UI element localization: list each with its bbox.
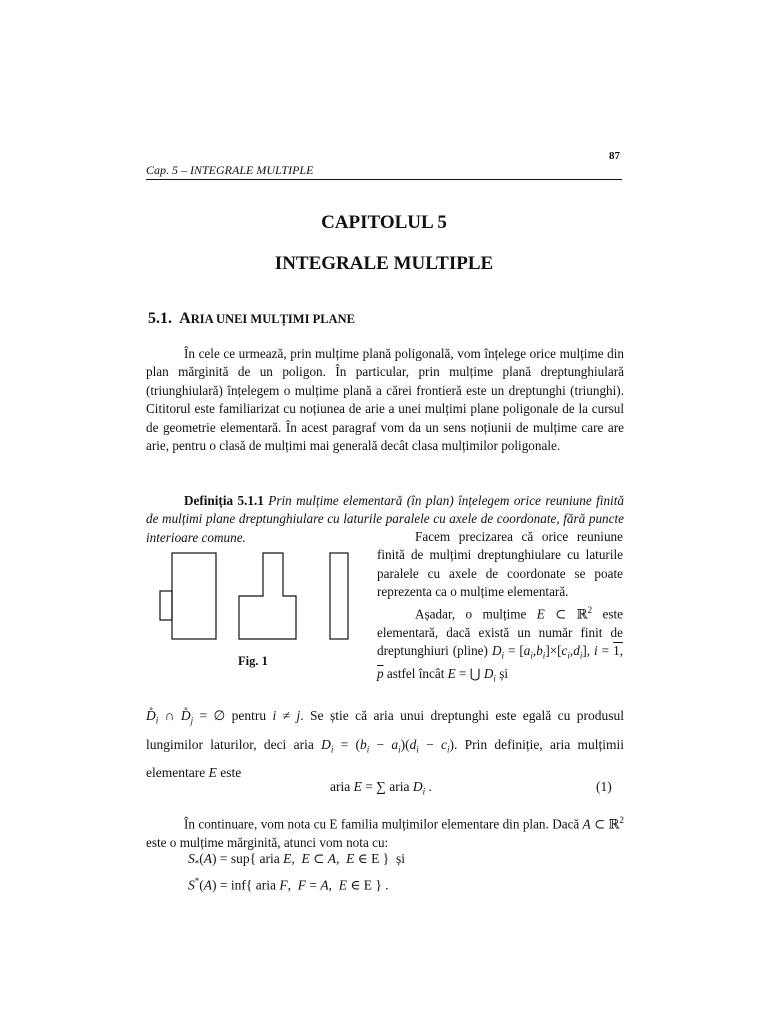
lower-area-formula: $S_*(A) = sup${ aria E, E ⊂ A, E ∈ Ε } și [188, 851, 406, 869]
chapter-label: CAPITOLUL 5 [321, 212, 447, 233]
fig1-shape-b [239, 553, 296, 639]
right-col-paragraph-2: Așadar, o mulțime E ⊂ ℝ$^2$ este elementară, dacă există un număr finit de dreptunghiuri (pline) $D_i = [a_i,b_i]\times[c_i,d_i]$, i = 1, p astfel încât E = ⋃ $D_i$ și [377, 605, 624, 684]
section-title-rest: RIA UNEI MULȚIMI PLANE [190, 312, 355, 326]
upper-area-formula: S*(A) = inf{ aria F, F = A, E ∈ Ε } . [188, 876, 389, 893]
definition-text: Prin mulțime elementară (în plan) înțelegem orice reuniune finită de mulțimi plane dreptunghiulare cu laturile paralele cu axele de coordonate, fără puncte interioare comune. [146, 493, 624, 545]
definition-label: Definiția 5.1.1 [184, 493, 264, 508]
equation-number-1: (1) [596, 779, 612, 794]
right-column-text [377, 528, 623, 688]
fig1-shape-a-main [172, 553, 216, 639]
running-header: Cap. 5 – INTEGRALE MULTIPLE [146, 163, 314, 177]
page-number: 87 [609, 150, 620, 162]
fig1-shape-c [330, 553, 348, 639]
header-rule [146, 179, 622, 180]
figure-caption: Fig. 1 [238, 654, 268, 668]
section-number: 5.1. [148, 310, 172, 327]
right-col-paragraph-1: Facem precizarea că orice reuniune finită de mulțimi dreptunghiulare cu laturile paralele cu axele de coordonate se poate reprezenta ca o mulțime elementară. [377, 529, 623, 599]
section-title-initial: A [179, 310, 191, 327]
paragraph-intro: În cele ce urmează, prin mulțime plană poligonală, vom înțelege orice mulțime din plan mărginită de un poligon. În particular, prin mulțime plană dreptunghiulară (triunghiulară) înțelegem o mulțime plană a cărei frontieră este un dreptunghi (triunghi). Cititorul este familiarizat cu noțiunea de arie a unei mulțimi plane poligonale de la cursul de geometrie elementară. În acest paragraf vom da un sens noțiunii de mulțime care are arie, pentru o clasă de mulțimi mai generală decât clasa mulțimilor poligonale. [146, 346, 624, 454]
text-after-figure: $D̊_i$ ∩ $D̊_j$ = ∅ pentru i ≠ j. Se știe că aria unui dreptunghi este egală cu produsul lungimilor laturilor, deci aria $D_i = (b_i - a_i)(d_i - c_i)$. Prin definiție, aria mulțimii elementare E este [146, 708, 625, 781]
paragraph-continuation: În continuare, vom nota cu Ε familia mulțimilor elementare din plan. Dacă A ⊂ ℝ$^2$ este o mulțime mărginită, atunci vom nota cu: [146, 815, 624, 850]
chapter-title: INTEGRALE MULTIPLE [274, 253, 494, 274]
fig1-shape-a-tab [160, 591, 172, 620]
section-heading [148, 310, 355, 328]
equation-area-elementary: aria E = ∑ aria $D_i$ . [330, 779, 432, 797]
